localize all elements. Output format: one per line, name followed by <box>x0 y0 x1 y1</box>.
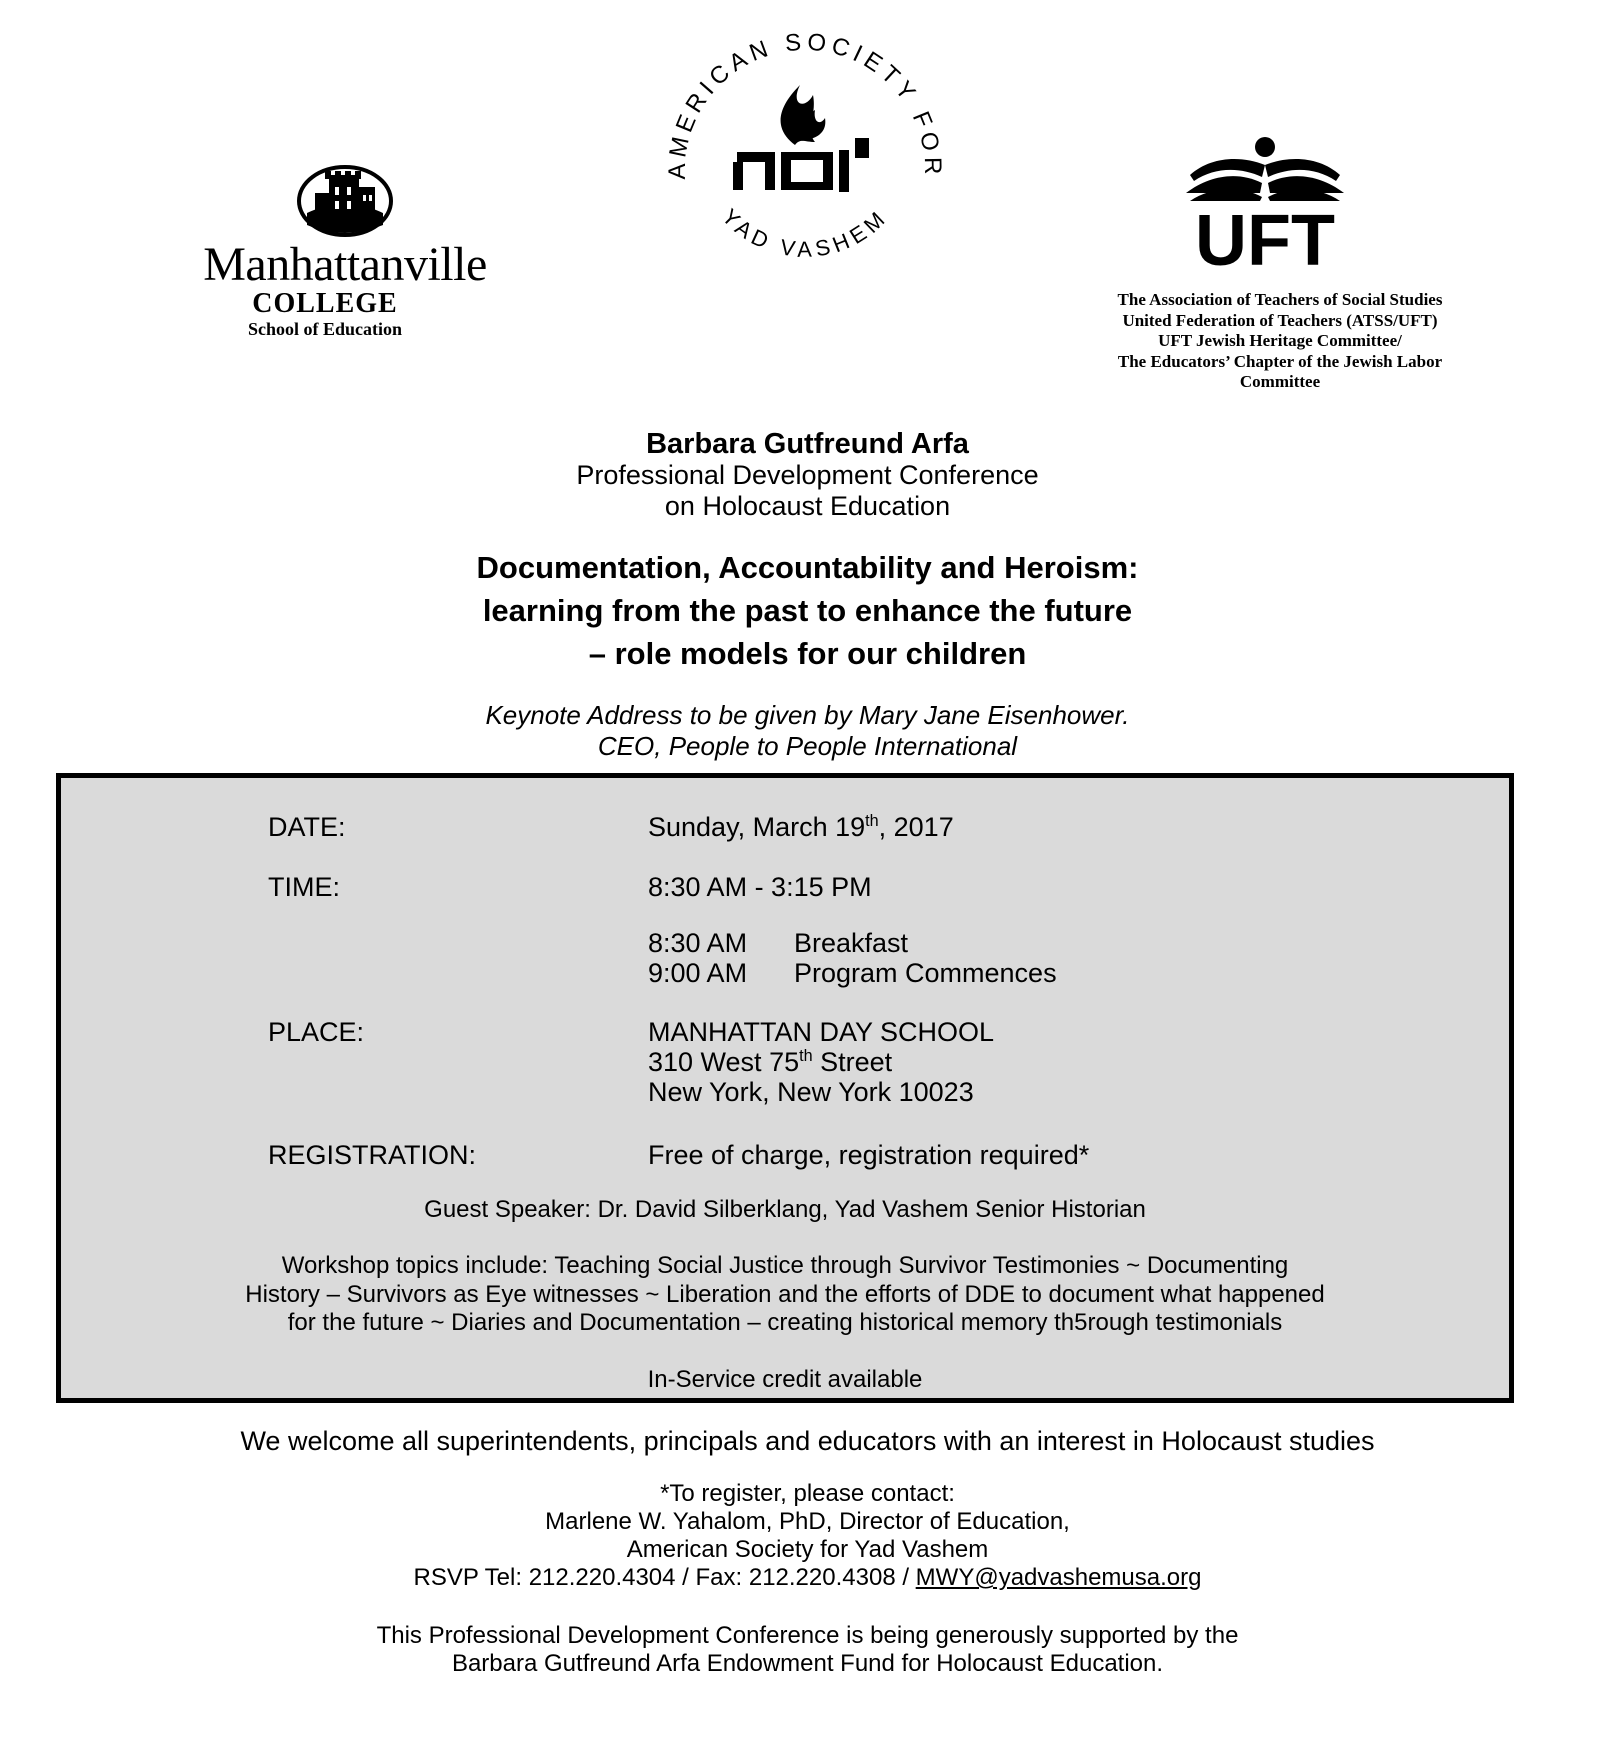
organizer-line: Committee <box>1239 372 1321 391</box>
place-label: PLACE: <box>268 1017 365 1047</box>
manhattanville-logo <box>150 165 540 345</box>
welcome-message: We welcome all superintendents, principals and educators with an interest in Holocaust studies <box>240 1426 1375 1456</box>
uft-wordmark: UFT <box>1195 201 1335 275</box>
date-label: DATE: <box>268 812 346 842</box>
manhattanville-school: School of Education <box>247 319 403 339</box>
flame-icon <box>781 85 826 145</box>
workshop-topics <box>80 1252 1490 1338</box>
theme-line: – role models for our children <box>588 636 1027 671</box>
american-society-yad-vashem-logo <box>655 30 955 290</box>
contact-line: Marlene W. Yahalom, PhD, Director of Education, <box>545 1508 1070 1535</box>
date-ordinal: th <box>865 812 879 830</box>
guest-speaker: Guest Speaker: Dr. David Silberklang, Yad Vashem Senior Historian <box>424 1196 1146 1223</box>
conference-theme <box>0 546 1615 675</box>
street-name: Street <box>812 1047 893 1077</box>
open-book-figure-icon <box>1186 137 1344 201</box>
time-label: TIME: <box>268 872 340 902</box>
svg-text:YAD VASHEM <box>717 204 893 262</box>
email-link[interactable]: MWY@yadvashemusa.org <box>915 1564 1202 1591</box>
place-name: MANHATTAN DAY SCHOOL <box>648 1017 995 1047</box>
registration-value: Free of charge, registration required* <box>648 1140 1090 1170</box>
theme-line: Documentation, Accountability and Heroism: <box>476 550 1139 585</box>
date-value <box>648 812 954 842</box>
sponsor-line: This Professional Development Conference is being generously supported by the <box>376 1622 1239 1649</box>
organizer-line: UFT Jewish Heritage Committee/ <box>1158 331 1402 350</box>
schedule-item <box>648 928 1057 958</box>
rsvp-line <box>0 1564 1615 1592</box>
conference-honoree: Barbara Gutfreund Arfa <box>646 428 969 460</box>
castle-seal-icon <box>295 165 395 237</box>
schedule-list <box>648 928 1057 988</box>
keynote-note <box>0 700 1615 762</box>
schedule-time: 9:00 AM <box>648 958 748 988</box>
conference-title-line2: on Holocaust Education <box>664 491 951 521</box>
registration-label: REGISTRATION: <box>268 1140 477 1170</box>
place-value <box>648 1017 994 1107</box>
uft-logo <box>1110 135 1450 275</box>
workshop-line: History – Survivors as Eye witnesses ~ Liberation and the efforts of DDE to document what happened <box>245 1280 1325 1308</box>
asyv-arc-bottom-text: YAD VASHEM <box>717 203 893 262</box>
sponsor-note <box>0 1622 1615 1678</box>
keynote-line: Keynote Address to be given by Mary Jane Eisenhower. <box>485 700 1130 730</box>
schedule-item <box>648 958 1057 988</box>
place-city: New York, New York 10023 <box>648 1077 974 1107</box>
organizer-line: United Federation of Teachers (ATSS/UFT) <box>1122 310 1438 330</box>
sponsor-line: Barbara Gutfreund Arfa Endowment Fund for Holocaust Education. <box>451 1650 1164 1677</box>
manhattanville-name: Manhattanville <box>203 238 487 291</box>
schedule-time: 8:30 AM <box>648 928 748 958</box>
contact-info <box>0 1480 1615 1592</box>
workshop-line: Workshop topics include: Teaching Social Justice through Survivor Testimonies ~ Documenting <box>281 1252 1289 1279</box>
schedule-event: Breakfast <box>794 928 909 958</box>
in-service-credit: In-Service credit available <box>647 1366 923 1393</box>
keynote-line: CEO, People to People International <box>597 731 1018 761</box>
schedule-event: Program Commences <box>794 958 1057 988</box>
date-text: Sunday, March 19 <box>648 812 866 842</box>
date-year: , 2017 <box>878 812 954 842</box>
hebrew-letters-icon <box>733 138 869 192</box>
street-number: 310 West 75 <box>648 1047 800 1077</box>
asyv-arc-top-text: AMERICAN SOCIETY FOR <box>663 30 947 180</box>
organizer-line: The Educators’ Chapter of the Jewish Labor <box>1117 351 1443 371</box>
manhattanville-college: COLLEGE <box>252 288 398 319</box>
contact-line: *To register, please contact: <box>660 1480 955 1507</box>
organizer-line: The Association of Teachers of Social Studies <box>1117 290 1443 309</box>
theme-line: learning from the past to enhance the future <box>482 593 1133 628</box>
time-value: 8:30 AM - 3:15 PM <box>648 872 872 902</box>
organizers-list <box>1040 290 1520 393</box>
place-street <box>648 1047 994 1077</box>
street-ordinal: th <box>799 1047 813 1065</box>
contact-line: American Society for Yad Vashem <box>626 1536 989 1563</box>
rsvp-phone-fax: RSVP Tel: 212.220.4304 / Fax: 212.220.4308 / <box>413 1564 916 1591</box>
workshop-line: for the future ~ Diaries and Documentation – creating historical memory th5rough testimonials <box>287 1309 1283 1336</box>
conference-title-line1: Professional Development Conference <box>576 460 1039 490</box>
